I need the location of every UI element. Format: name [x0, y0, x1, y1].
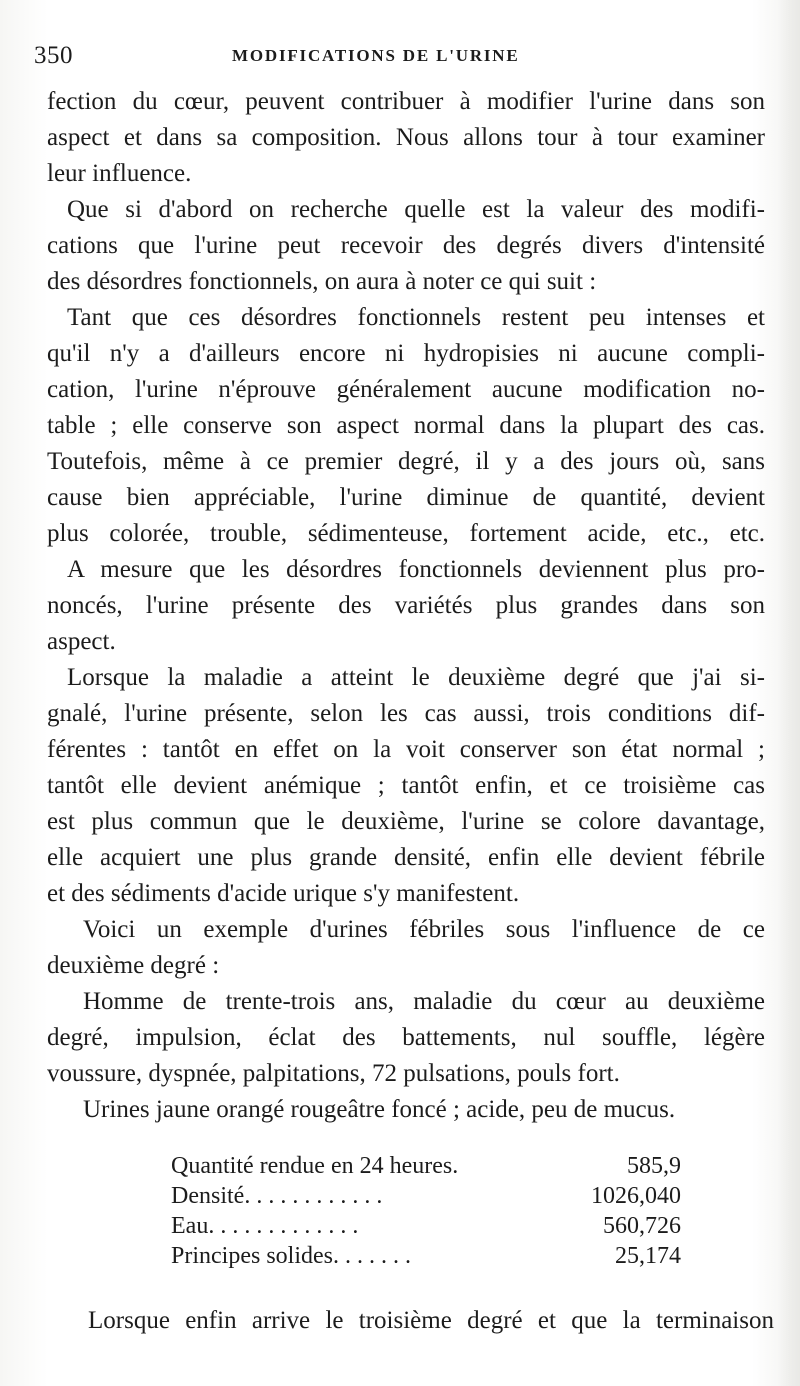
text-line: gnalé, l'urine présente, selon les cas aussi, trois conditions dif-: [47, 700, 765, 727]
text-line: plus colorée, trouble, sédimenteuse, fortement acide, etc., etc.: [47, 520, 765, 547]
text-line: deuxième degré :: [47, 952, 220, 979]
text-line: Urines jaune orangé rougeâtre foncé ; acide, peu de mucus.: [83, 1096, 676, 1123]
running-head: MODIFICATIONS DE L'URINE: [232, 46, 520, 65]
text-line: Lorsque la maladie a atteint le deuxième degré que j'ai si-: [67, 664, 765, 691]
table-label: Densité. . . . . . . . . . . .: [171, 1183, 383, 1209]
text-line: est plus commun que le deuxième, l'urine se colore davantage,: [47, 808, 765, 835]
text-line: degré, impulsion, éclat des battements, nul souffle, légère: [47, 1024, 765, 1051]
table-row: [171, 1211, 681, 1241]
text-line: elle acquiert une plus grande densité, enfin elle devient fébrile: [47, 844, 765, 871]
text-line: noncés, l'urine présente des variétés plus grandes dans son: [47, 592, 765, 619]
text-line: table ; elle conserve son aspect normal dans la plupart des cas.: [47, 412, 765, 439]
body-text: [47, 84, 765, 1128]
text-line: qu'il n'y a d'ailleurs encore ni hydropisies ni aucune compli-: [47, 340, 765, 367]
text-line: aspect et dans sa composition. Nous allons tour à tour examiner: [47, 124, 765, 151]
text-line: cation, l'urine n'éprouve généralement aucune modification no-: [47, 376, 765, 403]
text-line: férentes : tantôt en effet on la voit conserver son état normal ;: [47, 736, 765, 763]
page-number: 350: [34, 42, 73, 69]
text-line: voussure, dyspnée, palpitations, 72 pulsations, pouls fort.: [47, 1060, 620, 1087]
text-line: leur influence.: [47, 160, 192, 187]
text-line: Lorsque enfin arrive le troisième degré et que la terminaison: [88, 1307, 774, 1334]
text-line: fection du cœur, peuvent contribuer à modifier l'urine dans son: [47, 88, 765, 115]
text-line: et des sédiments d'acide urique s'y manifestent.: [47, 880, 520, 907]
text-line: tantôt elle devient anémique ; tantôt enfin, et ce troisième cas: [47, 772, 765, 799]
text-line: A mesure que les désordres fonctionnels deviennent plus pro-: [67, 556, 765, 583]
urine-analysis-table: [171, 1151, 681, 1271]
text-line: Homme de trente-trois ans, maladie du cœur au deuxième: [83, 988, 765, 1015]
table-value: 25,174: [615, 1243, 681, 1269]
page-edge-shadow: [778, 0, 800, 1386]
text-line: des désordres fonctionnels, on aura à noter ce qui suit :: [47, 268, 597, 295]
text-line: cations que l'urine peut recevoir des degrés divers d'intensité: [47, 232, 765, 259]
text-line: Toutefois, même à ce premier degré, il y a des jours où, sans: [47, 448, 765, 475]
table-value: 560,726: [603, 1213, 681, 1239]
table-label: Quantité rendue en 24 heures.: [171, 1153, 459, 1179]
text-line: Tant que ces désordres fonctionnels restent peu intenses et: [67, 304, 765, 331]
table-label: Principes solides. . . . . . .: [171, 1243, 411, 1269]
table-row: [171, 1241, 681, 1271]
table-value: 585,9: [627, 1153, 681, 1179]
table-row: [171, 1151, 681, 1181]
text-line: Voici un exemple d'urines fébriles sous l'influence de ce: [83, 916, 765, 943]
text-line: aspect.: [47, 628, 116, 655]
table-label: Eau. . . . . . . . . . . . .: [171, 1213, 359, 1239]
table-row: [171, 1181, 681, 1211]
text-line: cause bien appréciable, l'urine diminue de quantité, devient: [47, 484, 765, 511]
table-value: 1026,040: [591, 1183, 681, 1209]
text-line: Que si d'abord on recherche quelle est la valeur des modifi-: [67, 196, 765, 223]
page-header: [34, 42, 764, 82]
